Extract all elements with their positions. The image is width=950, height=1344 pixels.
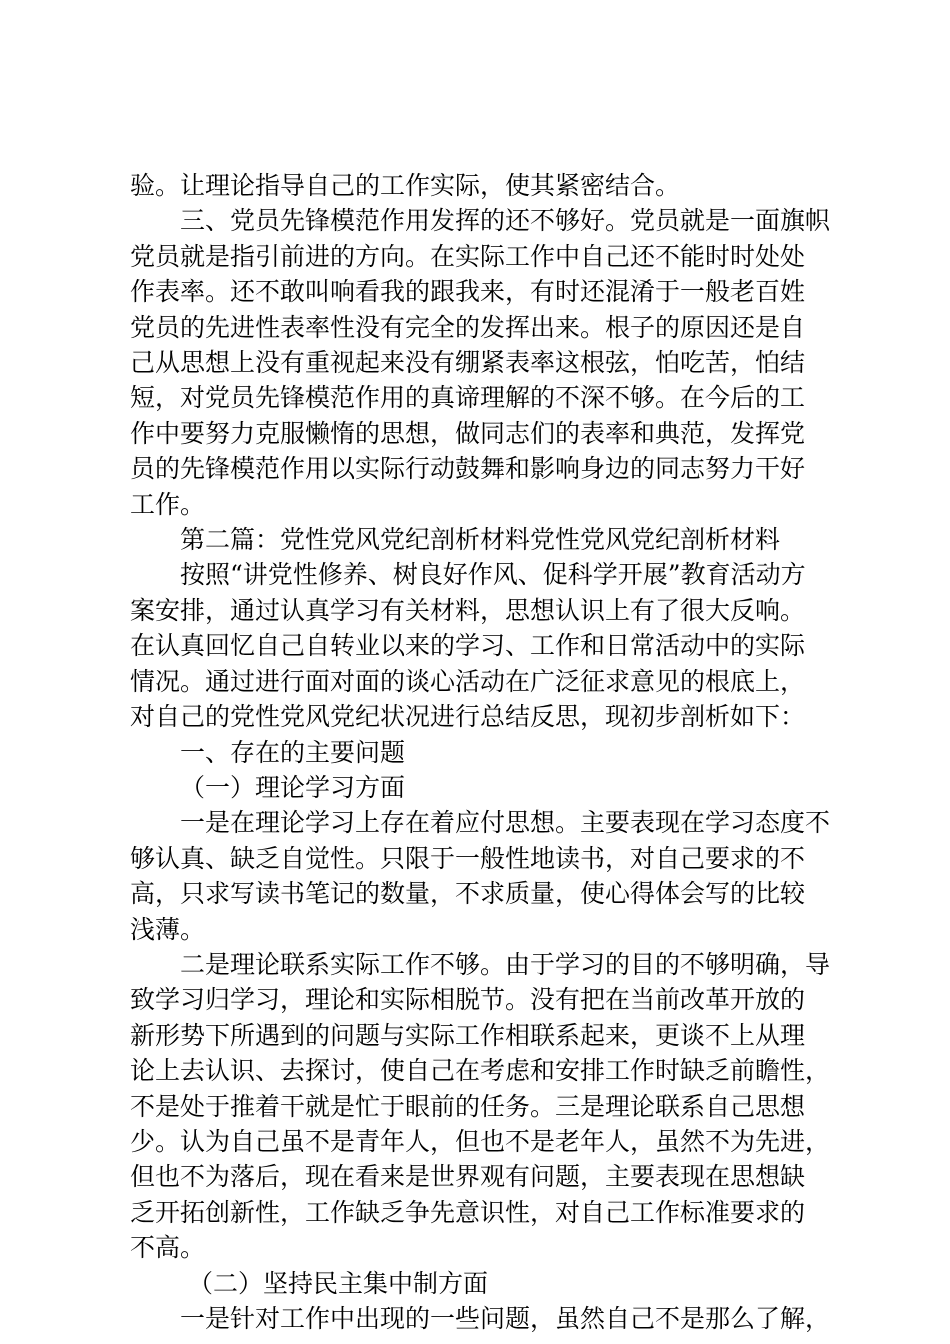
text-line: 但也不为落后，现在看来是世界观有问题，主要表现在思想缺 [130,1162,806,1192]
text-line: 二是理论联系实际工作不够。由于学习的目的不够明确，导 [180,949,831,979]
text-line: 一是针对工作中出现的一些问题，虽然自己不是那么了解， [180,1304,831,1333]
text-line: 作表率。还不敢叫响看我的跟我来，有时还混淆于一般老百姓 [130,277,806,307]
text-line: 三、党员先锋模范作用发挥的还不够好。党员就是一面旗帜 [180,206,831,236]
text-line: 员的先锋模范作用以实际行动鼓舞和影响身边的同志努力干好 [130,454,806,484]
text-line: 己从思想上没有重视起来没有绷紧表率这根弦，怕吃苦，怕结 [130,348,806,378]
text-line: 一、存在的主要问题 [180,737,406,767]
text-line: 情况。通过进行面对面的谈心活动在广泛征求意见的根底上， [130,666,806,696]
text-line: 论上去认识、去探讨，使自己在考虑和安排工作时缺乏前瞻性， [130,1056,831,1086]
document-body [130,168,830,1336]
text-line: 对自己的党性党风党纪状况进行总结反思，现初步剖析如下： [130,702,806,732]
text-line: （一）理论学习方面 [180,772,406,802]
text-line: 短，对党员先锋模范作用的真谛理解的不深不够。在今后的工 [130,383,806,413]
text-line: 按照“讲党性修养、树良好作风、促科学开展”教育活动方 [180,560,806,590]
text-line: 党员就是指引前进的方向。在实际工作中自己还不能时时处处 [130,241,806,271]
text-line: （二）坚持民主集中制方面 [188,1268,489,1298]
text-line: 浅薄。 [130,914,206,944]
text-line: 验。让理论指导自己的工作实际，使其紧密结合。 [130,171,681,200]
text-line: 少。认为自己虽不是青年人，但也不是老年人，虽然不为先进， [130,1126,831,1156]
text-line: 够认真、缺乏自觉性。只限于一般性地读书，对自己要求的不 [130,843,806,873]
text-line: 作中要努力克服懒惰的思想，做同志们的表率和典范，发挥党 [130,418,806,448]
text-line: 案安排，通过认真学习有关材料，思想认识上有了很大反响。 [130,595,806,625]
text-line: 新形势下所遇到的问题与实际工作相联系起来，更谈不上从理 [130,1020,806,1050]
text-line: 一是在理论学习上存在着应付思想。主要表现在学习态度不 [180,808,831,838]
text-line: 党员的先进性表率性没有完全的发挥出来。根子的原因还是自 [130,312,806,342]
text-line: 高，只求写读书笔记的数量，不求质量，使心得体会写的比较 [130,879,806,909]
text-line: 第二篇：党性党风党纪剖析材料党性党风党纪剖析材料 [180,525,781,555]
text-line: 工作。 [130,489,206,519]
text-line: 在认真回忆自己自转业以来的学习、工作和日常活动中的实际 [130,631,806,661]
text-line: 致学习归学习，理论和实际相脱节。没有把在当前改革开放的 [130,985,806,1015]
text-line: 乏开拓创新性，工作缺乏争先意识性，对自己工作标准要求的 [130,1197,806,1227]
text-line: 不是处于推着干就是忙于眼前的任务。三是理论联系自己思想 [130,1091,806,1121]
text-line: 不高。 [130,1233,206,1263]
